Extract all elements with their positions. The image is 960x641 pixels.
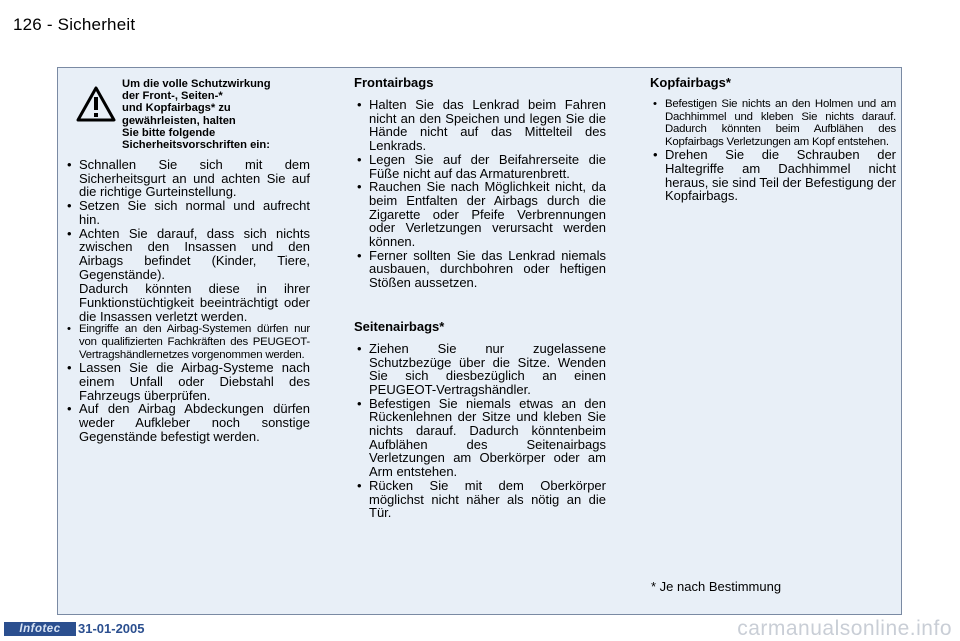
column-general-safety (64, 76, 310, 443)
warning-triangle-icon (76, 86, 116, 122)
warning-block (64, 76, 310, 158)
list-item-text: Achten Sie darauf, dass sich nichts zwischen den Insassen und den Airbags befindet (Kinder, Tiere, Gegenstände). (79, 225, 310, 282)
side-airbag-list (354, 342, 606, 520)
warning-title-line: der Front-, Seiten-* (122, 90, 223, 103)
list-item: • Schnallen Sie sich mit dem Sicherheitsgurt an und achten Sie auf die richtige Gurteinstellung. (64, 158, 310, 199)
list-item: • Befestigen Sie niemals etwas an den Rückenlehnen der Sitze und kleben Sie nichts darauf. Dadurch könntenbeim Aufblähen des Seitenairbags Verletzungen am Oberkörper oder am Arm entstehen. (354, 397, 606, 479)
front-airbag-list (354, 98, 606, 290)
list-item (64, 227, 310, 324)
spacer (354, 290, 606, 320)
list-item: • Legen Sie auf der Beifahrerseite die Füße nicht auf das Armaturenbrett. (354, 153, 606, 180)
list-item: • Setzen Sie sich normal und aufrecht hin. (64, 199, 310, 226)
infotec-logo: Infotec (4, 622, 76, 636)
column-head-airbags (650, 76, 896, 203)
list-item: • Befestigen Sie nichts an den Holmen und am Dachhimmel und kleben Sie nichts darauf. Dadurch könnten beim Aufblähen des Kopfairbags Verletzungen am Kopf entstehen. (650, 98, 896, 148)
warning-title-line: gewährleisten, halten (122, 114, 236, 127)
warning-title-line: Sie bitte folgende (122, 126, 216, 139)
column-front-side-airbags (354, 76, 606, 520)
section-title-side: Seitenairbags* (354, 318, 445, 334)
watermark: carmanualsonline.info (737, 617, 952, 640)
safety-content-panel (57, 67, 902, 615)
list-item: • Rücken Sie mit dem Oberkörper möglichst nicht näher als nötig an die Tür. (354, 479, 606, 520)
footer-date: 31-01-2005 (78, 621, 145, 636)
list-item: • Rauchen Sie nach Möglichkeit nicht, da beim Entfalten der Airbags durch die Zigarette oder Pfeife Verbrennungen oder Verletzungen verursacht werden können. (354, 180, 606, 249)
warning-title-line: Sicherheitsvorschriften ein: (122, 139, 270, 152)
list-item: • Ziehen Sie nur zugelassene Schutzbezüge über die Sitze. Wenden Sie sich diesbezüglich an einen PEUGEOT-Vertragshändler. (354, 342, 606, 397)
list-item: • Halten Sie das Lenkrad beim Fahren nicht an den Speichen und legen Sie die Hände nicht auf das Mittelteil des Lenkrads. (354, 98, 606, 153)
head-airbag-list (650, 98, 896, 203)
list-item: • Eingriffe an den Airbag-Systemen dürfen nur von qualifizierten Fachkräften des PEUGEOT-Vertragshändlernetzes vorgenommen werden. (64, 323, 310, 361)
section-title-front: Frontairbags (354, 75, 434, 90)
list-item: • Lassen Sie die Airbag-Systeme nach einem Unfall oder Diebstahl des Fahrzeugs überprüfen. (64, 361, 310, 402)
list-item: • Ferner sollten Sie das Lenkrad niemals ausbauen, durchbohren oder heftigen Stößen aussetzen. (354, 249, 606, 290)
general-safety-list (64, 158, 310, 443)
section-title-head: Kopfairbags* (650, 75, 731, 90)
warning-title (122, 78, 312, 151)
page-title: 126 - Sicherheit (13, 15, 136, 34)
footnote: * Je nach Bestimmung (651, 579, 782, 594)
warning-title-line: Um die volle Schutzwirkung (122, 78, 271, 90)
list-item: • Drehen Sie die Schrauben der Haltegriffe am Dachhimmel nicht heraus, sie sind Teil der Befestigung der Kopfairbags. (650, 148, 896, 203)
list-item: • Auf den Airbag Abdeckungen dürfen weder Aufkleber noch sonstige Gegenstände befestigt werden. (64, 402, 310, 443)
warning-title-line: und Kopfairbags* zu (122, 102, 231, 115)
list-item-text: Dadurch könnten diese in ihrer Funktionstüchtigkeit beeinträchtigt oder die Insassen verletzt werden. (79, 281, 310, 324)
